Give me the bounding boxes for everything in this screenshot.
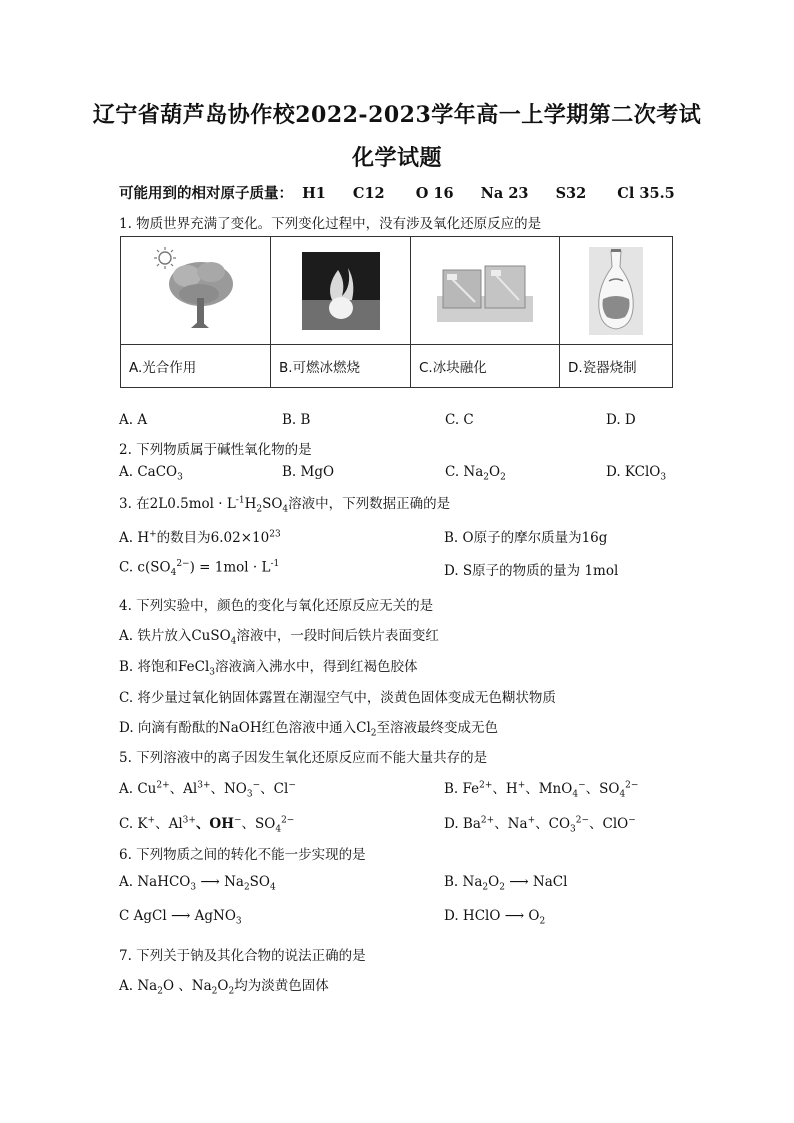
q1-cell-b-image	[271, 237, 411, 345]
q4-stem: 4. 下列实验中，颜色的变化与氧化还原反应无关的是	[119, 598, 434, 614]
mass-item: O 16	[415, 185, 454, 202]
q4-option-c: C. 将少量过氧化钠固体露置在潮湿空气中，淡黄色固体变成无色糊状物质	[119, 690, 556, 706]
q7-stem: 7. 下列关于钠及其化合物的说法正确的是	[119, 948, 366, 964]
q6-option-a: A. NaHCO$_3$ ⟶ $Na_2SO_4$	[119, 874, 276, 893]
q1-image-table	[120, 236, 673, 388]
q6-option-c: C AgCl ⟶ AgNO$_3$	[119, 908, 242, 927]
q3-option-d: D. S原子的物质的量为 1mol	[444, 563, 619, 579]
mass-item: Na 23	[480, 185, 529, 202]
mass-item: C12	[352, 185, 385, 202]
q1-label-c: C.冰块融化	[411, 345, 560, 388]
q1-option-c: C. C	[445, 412, 474, 428]
q1-cell-c-image	[411, 237, 560, 345]
masses-label: 可能用到的相对原子质量：	[119, 185, 293, 202]
q5-option-d: D. $Ba^{2+}$、Na+、$CO_3^{2-}$、ClO−	[444, 815, 636, 835]
q6-option-b: B. $Na_2O_2$ ⟶ NaCl	[444, 874, 568, 893]
q1-stem: 1. 物质世界充满了变化。下列变化过程中，没有涉及氧化还原反应的是	[119, 216, 542, 232]
q5-option-b: B. $Fe^{2+}$、H+、MnO$_4$−、$SO_4^{2-}$	[444, 780, 639, 800]
mass-item: H1	[302, 185, 326, 202]
q6-stem: 6. 下列物质之间的转化不能一步实现的是	[119, 847, 366, 863]
q7-option-a: A. $Na_2O$ 、$Na_2O_2$均为淡黄色固体	[119, 978, 329, 997]
q3-option-c: C. $c(SO_4^{2-}) = 1mol \cdot L^{-1}$	[119, 559, 280, 579]
exam-title: 辽宁省葫芦岛协作校2022-2023学年高一上学期第二次考试	[92, 102, 702, 128]
q4-option-b: B. 将饱和FeCl$_3$溶液滴入沸水中，得到红褐色胶体	[119, 659, 418, 678]
q3-option-b: B. O原子的摩尔质量为16g	[444, 530, 608, 546]
q4-option-a: A. 铁片放入CuSO$_4$溶液中，一段时间后铁片表面变红	[119, 628, 439, 647]
tree-sun-icon	[151, 246, 241, 336]
q3-stem: 3. 在$2L0.5mol \cdot L^{-1}H_2SO_4$溶液中，下列数据正确的是	[119, 495, 451, 515]
ice-cubes-icon	[437, 260, 533, 322]
arrow-icon: ⟶	[504, 908, 525, 924]
q6-option-d: D. HClO ⟶ $O_2$	[444, 908, 546, 927]
q1-option-d: D. D	[606, 412, 636, 428]
q2-stem: 2. 下列物质属于碱性氧化物的是	[119, 442, 312, 458]
q2-option-b: B. MgO	[282, 464, 335, 480]
q2-option-a: A. CaCO$_3$	[119, 464, 183, 483]
q5-option-c: C. K+、$Al^{3+}$、OH−、$SO_4^{2-}$	[119, 815, 295, 835]
arrow-icon: ⟶	[200, 874, 220, 890]
q1-label-b: B.可燃冰燃烧	[271, 345, 411, 388]
mass-item: S32	[555, 185, 587, 202]
q1-label-a: A.光合作用	[121, 345, 271, 388]
porcelain-vase-icon	[589, 247, 643, 335]
q1-cell-d-image	[560, 237, 673, 345]
q3-option-a: A. H+的数目为$6.02\times 10^{23}$	[119, 529, 281, 546]
exam-subtitle: 化学试题	[351, 145, 442, 171]
q1-label-d: D.瓷器烧制	[560, 345, 673, 388]
q2-option-d: D. KClO$_3$	[606, 464, 667, 483]
q2-option-c: C. $Na_2O_2$	[445, 464, 506, 483]
q4-option-d: D. 向滴有酚酞的NaOH红色溶液中通入$Cl_2$至溶液最终变成无色	[119, 720, 499, 739]
q5-stem: 5. 下列溶液中的离子因发生氧化还原反应而不能大量共存的是	[119, 750, 488, 766]
q1-cell-a-image	[121, 237, 271, 345]
mass-item: Cl 35.5	[617, 185, 675, 202]
arrow-icon: ⟶	[170, 908, 191, 924]
burning-ice-icon	[302, 252, 380, 330]
q1-option-b: B. B	[282, 412, 311, 428]
q1-option-a: A. A	[119, 412, 148, 428]
arrow-icon: ⟶	[509, 874, 529, 890]
q5-option-a: A. $Cu^{2+}$、$Al^{3+}$、$NO_3^-$、Cl−	[119, 780, 296, 800]
atomic-masses	[119, 182, 675, 203]
